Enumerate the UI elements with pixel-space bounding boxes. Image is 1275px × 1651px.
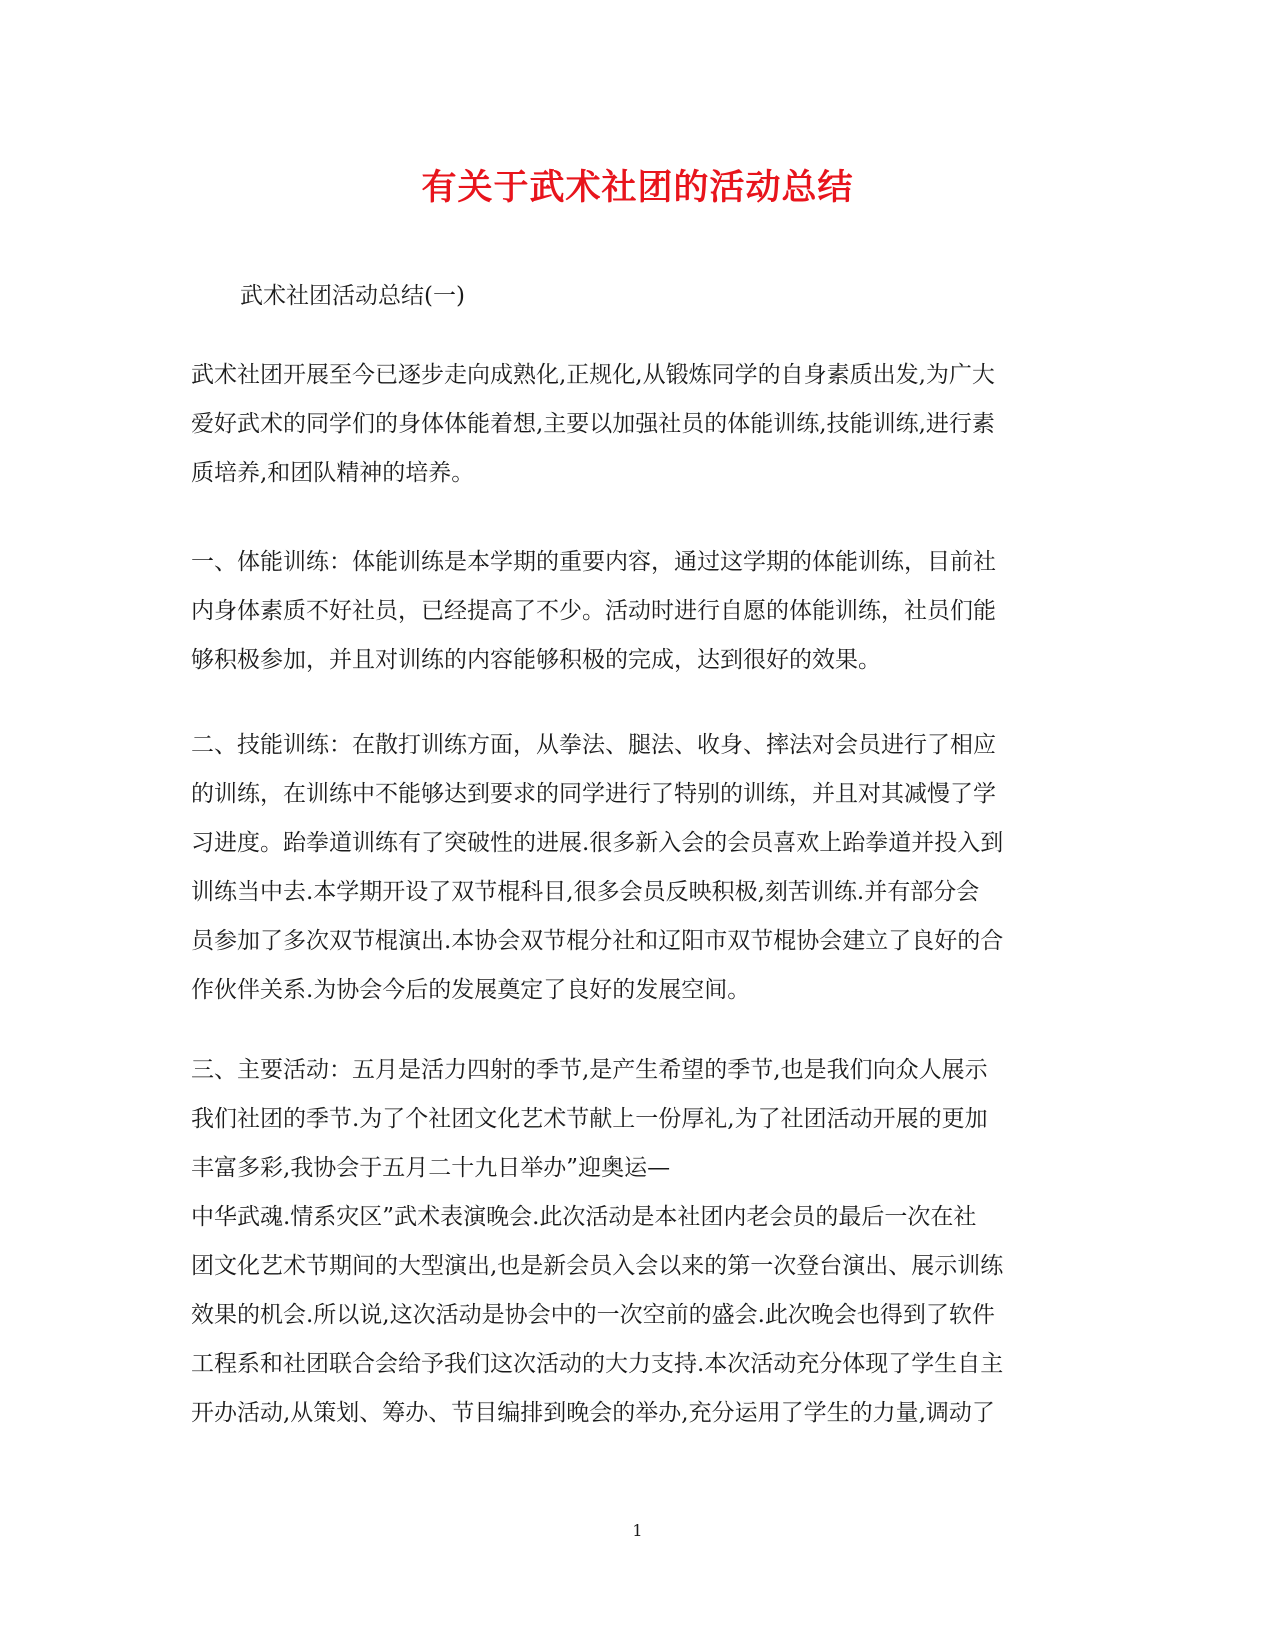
paragraph-main-activities <box>191 1046 1091 1438</box>
paragraph-line: 内身体素质不好社员，已经提高了不少。活动时进行自愿的体能训练，社员们能 <box>191 598 996 624</box>
paragraph-line: 作伙伴关系.为协会今后的发展奠定了良好的发展空间。 <box>191 977 751 1003</box>
paragraph-line: 员参加了多次双节棍演出.本协会双节棍分社和辽阳市双节棍协会建立了良好的合 <box>191 928 1004 954</box>
paragraph-line: 训练当中去.本学期开设了双节棍科目,很多会员反映积极,刻苦训练.并有部分会 <box>191 879 980 905</box>
paragraph-line: 爱好武术的同学们的身体体能着想,主要以加强社员的体能训练,技能训练,进行素 <box>191 411 995 437</box>
paragraph-line: 质培养,和团队精神的培养。 <box>191 460 475 486</box>
paragraph-physical-training <box>191 538 1091 685</box>
paragraph-line: 习进度。跆拳道训练有了突破性的进展.很多新入会的会员喜欢上跆拳道并投入到 <box>191 830 1004 856</box>
paragraph-line: 我们社团的季节.为了个社团文化艺术节献上一份厚礼,为了社团活动开展的更加 <box>191 1106 988 1132</box>
paragraph-line: 团文化艺术节期间的大型演出,也是新会员入会以来的第一次登台演出、展示训练 <box>191 1253 1004 1279</box>
paragraph-line: 二、技能训练：在散打训练方面，从拳法、腿法、收身、摔法对会员进行了相应 <box>191 732 996 758</box>
paragraph-line: 效果的机会.所以说,这次活动是协会中的一次空前的盛会.此次晚会也得到了软件 <box>191 1302 995 1328</box>
document-title: 有关于武术社团的活动总结 <box>421 168 854 208</box>
paragraph-line: 中华武魂.情系灾区”武术表演晚会.此次活动是本社团内老会员的最后一次在社 <box>191 1204 977 1230</box>
paragraph-line: 开办活动,从策划、筹办、节目编排到晚会的举办,充分运用了学生的力量,调动了 <box>191 1400 995 1426</box>
section-subtitle: 武术社团活动总结(一) <box>240 283 465 309</box>
paragraph-line: 一、体能训练：体能训练是本学期的重要内容，通过这学期的体能训练，目前社 <box>191 549 996 575</box>
page-number: 1 <box>632 1521 643 1540</box>
paragraph-intro <box>191 351 1091 498</box>
paragraph-line: 武术社团开展至今已逐步走向成熟化,正规化,从锻炼同学的自身素质出发,为广大 <box>191 362 995 388</box>
paragraph-skill-training <box>191 721 1091 1015</box>
paragraph-line: 的训练，在训练中不能够达到要求的同学进行了特别的训练，并且对其减慢了学 <box>191 781 996 807</box>
paragraph-line: 工程系和社团联合会给予我们这次活动的大力支持.本次活动充分体现了学生自主 <box>191 1351 1004 1377</box>
paragraph-line: 三、主要活动：五月是活力四射的季节,是产生希望的季节,也是我们向众人展示 <box>191 1057 988 1083</box>
paragraph-line: 够积极参加，并且对训练的内容能够积极的完成，达到很好的效果。 <box>191 647 881 673</box>
paragraph-line: 丰富多彩,我协会于五月二十九日举办”迎奥运— <box>191 1155 671 1181</box>
